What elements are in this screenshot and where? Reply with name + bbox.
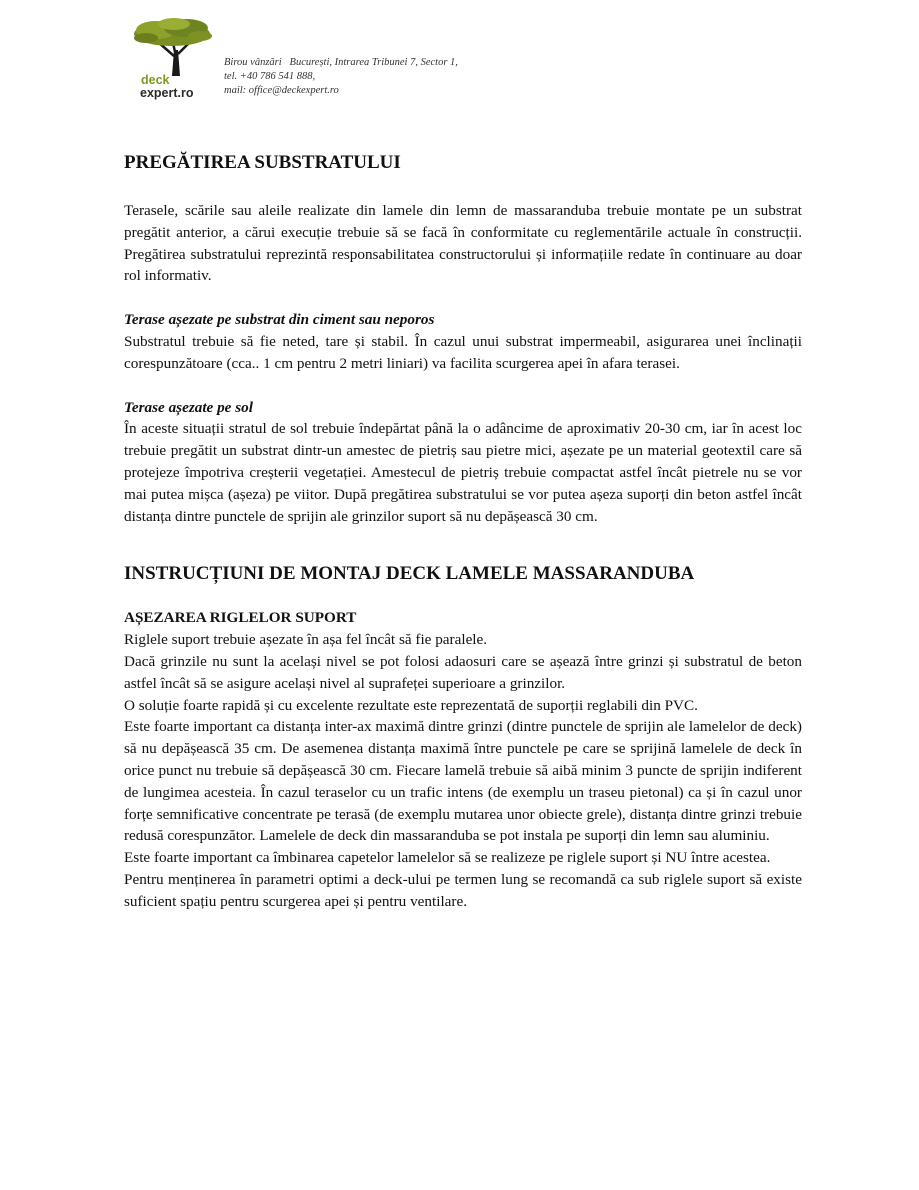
subheading-cement-substrate: Terase așezate pe substrat din ciment sau neporos [124,311,435,329]
paragraph-ventilation: Pentru menținerea în parametri optimi a deck-ului pe termen lung se recomandă ca sub riglele suport să existe suficient spațiu pentru scurgerea apei și pentru ventilare. [124,870,802,910]
letterhead [128,16,548,102]
intro-paragraph: Terasele, scările sau aleile realizate din lamele din lemn de massaranduba trebuie montate pe un substrat pregătit anterior, a cărui execuție trebuie să se facă în conformitate cu reglementările actuale în construcții. Pregătirea substratului reprezintă responsabilitatea constructorului și informațiile redate în continuare au doar rol informativ. [124,202,802,285]
paragraph-spacing: Este foarte important ca distanța inter-ax maximă dintre grinzi (dintre punctele de sprijin ale lamelelor de deck) să nu depășească 35 cm. De asemenea distanța maximă între punctele pe care se sprijină lamelele de deck în orice punct nu trebuie să depășească 30 cm. Fiecare lamelă trebuie să aibă minim 3 puncte de sprijin indiferent de lungimea acesteia. În cazul teraselor cu un trafic intens (de exemplu un traseu pietonal) ca și în cazul unor forțe semnificative concentrate pe terasă (de exemplu mutarea unor obiecte grele), distanța dintre grinzi trebuie redusă corespunzător. Lamelele de deck din massaranduba se pot instala pe suporți din lemn sau aluminiu. [124,718,802,845]
section-title-substrate: PREGĂTIREA SUBSTRATULUI [124,152,401,173]
logo-text-deck: deck [141,73,170,87]
document-body [124,150,802,913]
paragraph-cement-substrate: Substratul trebuie să fie neted, tare și stabil. În cazul unui substrat impermeabil, asigurarea unei înclinații corespunzătoare (cca.. 1 cm pentru 2 metri liniari) va facilita scurgerea apei în afara terasei. [124,332,802,372]
paragraph-level-shims: Dacă grinzile nu sunt la același nivel se pot folosi adaosuri care se așează între grinzi și substratul de beton astfel încât să se asigure același nivel al suprafeței superioare a grinzilor. [124,652,802,692]
tree-icon [128,16,218,78]
contact-phone: tel. +40 786 541 888, [224,71,316,82]
subheading-support-rails: AȘEZAREA RIGLELOR SUPORT [124,609,357,627]
contact-address: Birou vânzări București, Intrarea Tribunei 7, Sector 1, [224,57,458,68]
logo-text-expert: expert.ro [140,86,194,100]
paragraph-rails-parallel: Riglele suport trebuie așezate în așa fel încât să fie paralele. [124,631,488,649]
contact-email: mail: office@deckexpert.ro [224,85,339,96]
company-logo [128,16,218,100]
paragraph-soil-substrate: În aceste situații stratul de sol trebuie îndepărtat până la o adâncime de aproximativ 20-30 cm, iar în acest loc trebuie pregătit un substrat dintr-un amestec de pietriș sau pietre mici, așezate pe un material geotextil care să protejeze împotriva creșterii vegetației. Amestecul de pietriș trebuie compactat astfel încât pietrele nu se vor mai putea mișca (așeza) pe viitor. După pregătirea substratului se vor putea așeza suporți din beton astfel încât distanța dintre punctele de sprijin ale grinzilor suport să nu depășească 30 cm. [124,420,802,525]
paragraph-joints: Este foarte important ca îmbinarea capetelor lamelelor să se realizeze pe riglele suport și NU între acestea. [124,849,771,867]
paragraph-pvc-supports: O soluție foarte rapidă și cu excelente rezultate este reprezentată de suporții reglabili din PVC. [124,696,698,714]
subheading-soil-substrate: Terase așezate pe sol [124,398,253,416]
section-title-installation: INSTRUCȚIUNI DE MONTAJ DECK LAMELE MASSARANDUBA [124,563,695,585]
contact-info [224,56,458,98]
